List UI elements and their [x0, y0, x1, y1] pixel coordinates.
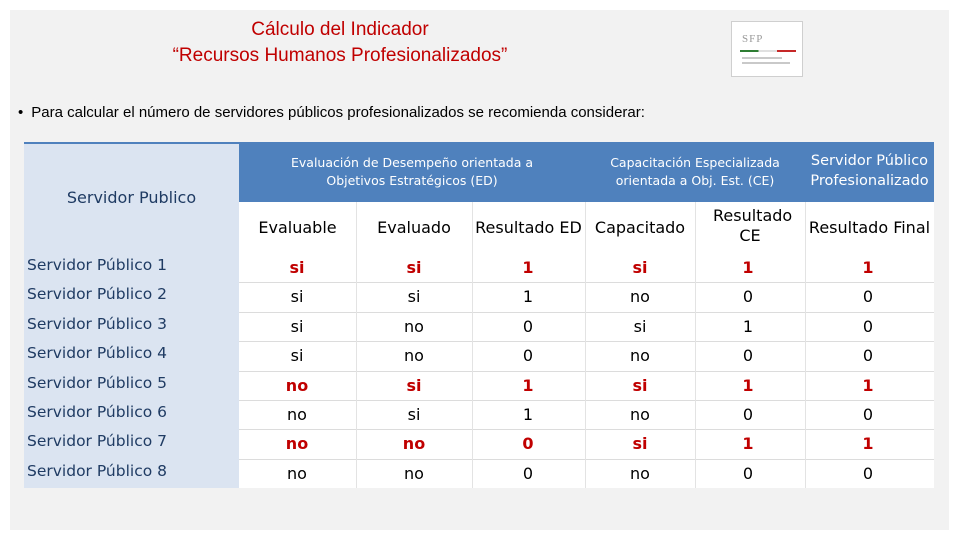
table-cell: no [285, 434, 309, 454]
group-header-final: Servidor Público Profesionalizado [805, 142, 934, 202]
table-cell: si [633, 316, 647, 336]
table-cell: 1 [522, 258, 534, 277]
group-header-ce: Capacitación Especializada orientada a Obj. Est. (CE) [585, 142, 805, 202]
row-label-servidor-7: Servidor Público 7 [27, 432, 167, 451]
table-cell: si [290, 316, 304, 336]
col-header-evaluado: Evaluado [356, 202, 472, 253]
column-divider [805, 202, 806, 488]
table-cell: no [630, 463, 650, 483]
table-cell: 1 [862, 434, 874, 454]
table-cell: si [406, 258, 422, 277]
sfp-logo-text: SFP [742, 33, 764, 45]
table-cell: 1 [862, 258, 874, 277]
table-cell: no [287, 463, 307, 483]
row-label-servidor-6: Servidor Público 6 [27, 403, 167, 421]
table-cell: 0 [742, 405, 754, 424]
group-header-ed: Evaluación de Desempeño orientada a Objetivos Estratégicos (ED) [239, 142, 585, 202]
col-header-resultado-ed: Resultado ED [472, 202, 585, 253]
title-line-2: “Recursos Humanos Profesionalizados” [172, 45, 508, 66]
table-cell: no [402, 434, 426, 454]
sfp-logo [731, 21, 803, 77]
table-cell: 0 [742, 463, 754, 483]
bullet-dot-icon: • [18, 104, 24, 121]
column-divider [695, 202, 696, 488]
table-cell: si [290, 346, 304, 366]
table-cell: 1 [522, 405, 534, 424]
slide-title [120, 17, 560, 69]
table-cell: no [404, 346, 424, 366]
table-cell: si [407, 287, 421, 307]
table-cell: 1 [862, 375, 874, 395]
row-label-servidor-4: Servidor Público 4 [27, 344, 167, 363]
table-cell: 1 [742, 258, 754, 277]
title-line-1: Cálculo del Indicador [251, 19, 429, 40]
table-cell: 0 [862, 287, 874, 307]
table-cell: 0 [522, 463, 534, 483]
column-divider [472, 202, 473, 488]
row-label-servidor-8: Servidor Público 8 [27, 461, 167, 480]
logo-stripe [740, 50, 796, 52]
table-cell: 1 [522, 375, 534, 395]
table-cell: 1 [742, 375, 754, 395]
row-label-servidor-1: Servidor Público 1 [27, 256, 167, 274]
row-label-servidor-3: Servidor Público 3 [27, 314, 167, 333]
table-cell: no [404, 316, 424, 336]
table-cell: 0 [522, 434, 534, 454]
table-cell: si [407, 405, 421, 424]
bullet-text: • Para calcular el número de servidores públicos profesionalizados se recomienda considerar: [18, 104, 645, 121]
table-cell: no [287, 405, 307, 424]
table-cell: 1 [522, 287, 534, 307]
col-header-resultado-ce: Resultado CE [695, 202, 805, 253]
table-cell: 0 [862, 463, 874, 483]
logo-fine-line [742, 57, 782, 59]
col-header-capacitado: Capacitado [585, 202, 695, 253]
column-divider [585, 202, 586, 488]
table-cell: 0 [862, 405, 874, 424]
table-cell: si [290, 287, 304, 307]
column-divider [356, 202, 357, 488]
table-cell: no [285, 375, 309, 395]
row-label-servidor-5: Servidor Público 5 [27, 373, 167, 392]
table-cell: 0 [522, 316, 534, 336]
col-header-resultado-final: Resultado Final [805, 202, 934, 253]
table-cell: no [630, 405, 650, 424]
table-cell: no [404, 463, 424, 483]
logo-fine-line [742, 62, 790, 64]
table-cell: si [632, 258, 648, 277]
table-cell: si [289, 258, 305, 277]
table-cell: no [630, 346, 650, 366]
table-cell: si [632, 375, 648, 395]
left-header-label: Servidor Publico [66, 188, 197, 207]
table-cell: si [406, 375, 422, 395]
table-cell: 0 [862, 346, 874, 366]
col-header-evaluable: Evaluable [239, 202, 356, 253]
table-cell: 0 [522, 346, 534, 366]
table-cell: 1 [742, 316, 754, 336]
table-cell: 0 [742, 287, 754, 307]
row-label-servidor-2: Servidor Público 2 [27, 285, 167, 304]
table-cell: 1 [742, 434, 754, 454]
table-cell: 0 [862, 316, 874, 336]
table-cell: 0 [742, 346, 754, 366]
table-cell: no [630, 287, 650, 307]
table-cell: si [632, 434, 648, 454]
